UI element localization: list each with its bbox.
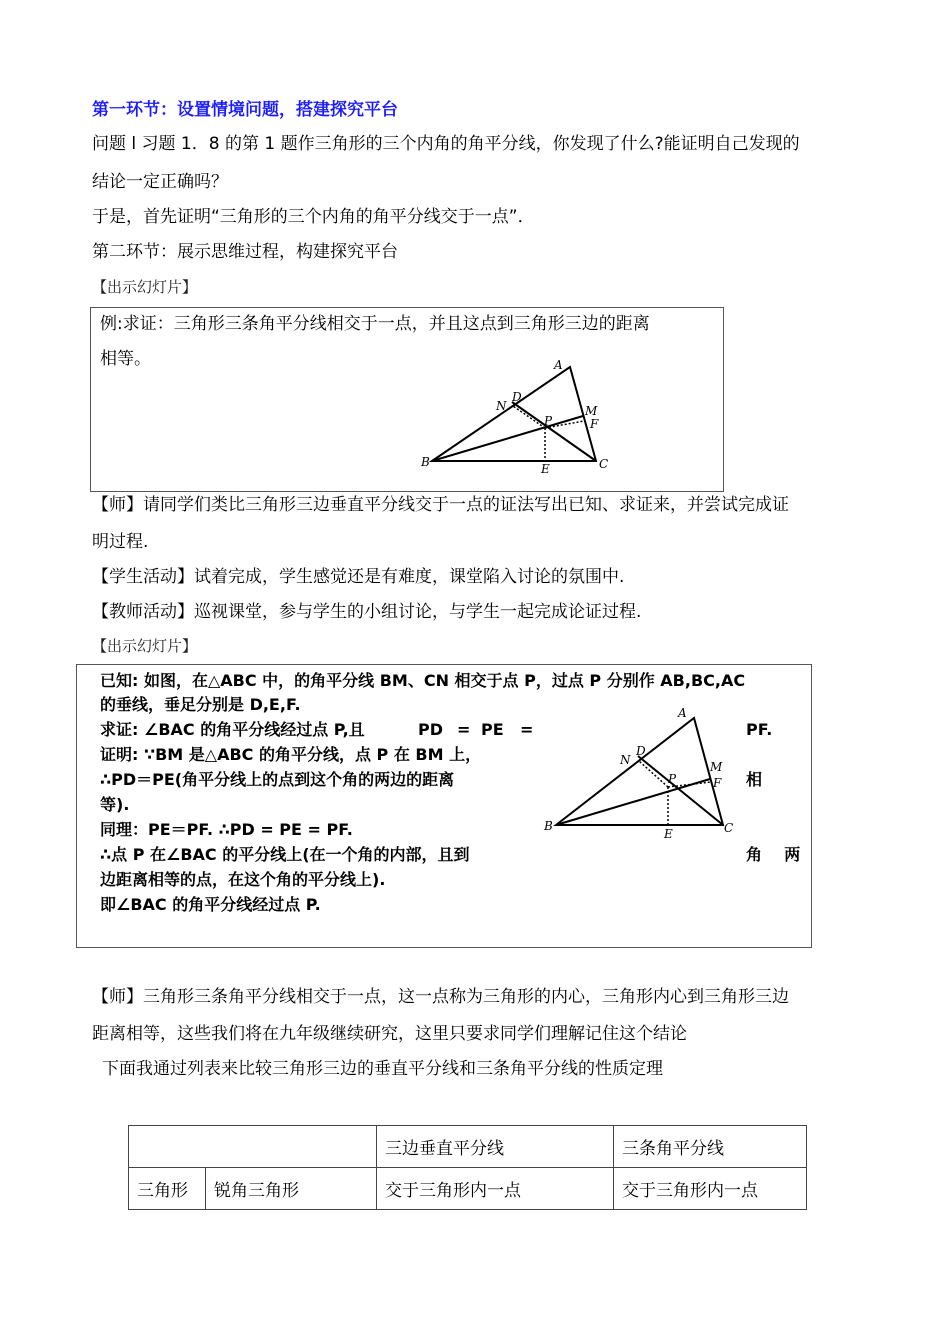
table-cell: 锐角三角形	[206, 1168, 377, 1210]
table-row	[129, 1168, 807, 1210]
fig2-label-f: F	[713, 776, 722, 790]
table-header-cell: 三条角平分线	[614, 1126, 807, 1168]
proof-given-1: 已知: 如图，在△ABC 中，的角平分线 BM、CN 相交于点 P，过点 P 分别作 AB,BC,AC	[100, 671, 746, 690]
proof-line-6: 边距离相等的点，在这个角的平分线上).	[100, 870, 386, 889]
table-cell: 交于三角形内一点	[377, 1168, 614, 1210]
fig2-label-n: N	[620, 753, 631, 767]
fig2-label-d: D	[636, 744, 646, 758]
proof-toprove-e: =	[520, 720, 534, 739]
fig2-label-a: A	[678, 706, 687, 720]
label-p: P	[544, 414, 553, 428]
comparison-table	[128, 1125, 807, 1210]
proof-line-4: 同理：PE＝PF. ∴PD = PE = PF.	[100, 820, 353, 839]
proof-given-2: 的垂线，垂足分别是 D,E,F.	[100, 695, 301, 714]
proof-line-2: ∴PD＝PE(角平分线上的点到这个角的两边的距离	[100, 770, 455, 789]
proof-line-5: ∴点 P 在∠BAC 的平分线上(在一个角的内部，且到	[100, 845, 470, 864]
proof-line-2-right: 相	[746, 770, 763, 789]
slide-label-2: 【出示幻灯片】	[92, 637, 198, 655]
teacher-summary-line-2: 距离相等，这些我们将在九年级继续研究，这里只要求同学们理解记住这个结论	[92, 1024, 687, 1044]
proof-toprove-b: PD	[418, 720, 444, 739]
fig2-label-p: P	[668, 772, 677, 786]
problem-line-2: 结论一定正确吗？	[92, 172, 228, 192]
label-m: M	[585, 404, 598, 418]
student-activity: 【学生活动】试着完成，学生感觉还是有难度，课堂陷入讨论的氛围中.	[92, 567, 625, 587]
teacher-summary-line-1: 【师】三角形三条角平分线相交于一点，这一点称为三角形的内心，三角形内心到三角形三边	[92, 987, 789, 1007]
label-f: F	[590, 417, 599, 431]
label-c: C	[599, 457, 609, 471]
first-prove-statement: 于是，首先证明“三角形的三个内角的角平分线交于一点”．	[92, 207, 535, 227]
fig2-label-e: E	[664, 827, 673, 841]
proof-line-5-right: 角 两	[746, 845, 801, 864]
fig2-label-b: B	[544, 819, 553, 833]
example-line-1: 例:求证：三角形三条角平分线相交于一点，并且这点到三角形三边的距离	[100, 314, 650, 334]
label-a: A	[554, 358, 563, 372]
section1-heading: 第一环节：设置情境问题，搭建探究平台	[92, 100, 398, 120]
section2-heading: 第二环节：展示思维过程，构建探究平台	[92, 242, 398, 262]
table-header-cell: 三边垂直平分线	[377, 1126, 614, 1168]
fig2-label-c: C	[724, 821, 734, 835]
table-cell: 交于三角形内一点	[614, 1168, 807, 1210]
proof-line-3: 等).	[100, 795, 130, 814]
teacher-prompt-line-1: 【师】请同学们类比三角形三边垂直平分线交于一点的证法写出已知、求证来，并尝试完成证	[92, 495, 789, 515]
teacher-prompt-line-2: 明过程.	[92, 532, 149, 552]
triangle-figure-2	[540, 703, 740, 843]
example-line-2: 相等。	[100, 349, 151, 369]
table-header-cell-empty	[129, 1126, 377, 1168]
proof-line-1: 证明: ∵BM 是△ABC 的角平分线，点 P 在 BM 上，	[100, 745, 482, 764]
label-b: B	[421, 455, 430, 469]
label-n: N	[496, 399, 507, 413]
triangle-figure-1	[415, 350, 615, 480]
label-e: E	[541, 462, 550, 476]
proof-toprove-c: =	[457, 720, 471, 739]
proof-toprove-d: PE	[481, 720, 504, 739]
table-header-row	[129, 1126, 807, 1168]
proof-toprove-a: 求证: ∠BAC 的角平分线经过点 P,且	[100, 720, 365, 739]
fig2-label-m: M	[710, 760, 723, 774]
teacher-summary-line-3: 下面我通过列表来比较三角形三边的垂直平分线和三条角平分线的性质定理	[102, 1059, 663, 1079]
label-d: D	[512, 390, 522, 404]
problem-line-1: 问题 l 习题 1．8 的第 1 题作三角形的三个内角的角平分线，你发现了什么?能证明自己发现的	[92, 134, 800, 154]
proof-toprove-right: PF.	[746, 720, 773, 739]
slide-label-1: 【出示幻灯片】	[92, 278, 198, 296]
table-cell: 三角形	[129, 1168, 206, 1210]
example-box	[90, 307, 724, 492]
proof-line-7: 即∠BAC 的角平分线经过点 P.	[100, 895, 321, 914]
teacher-activity: 【教师活动】巡视课堂，参与学生的小组讨论，与学生一起完成论证过程.	[92, 602, 642, 622]
